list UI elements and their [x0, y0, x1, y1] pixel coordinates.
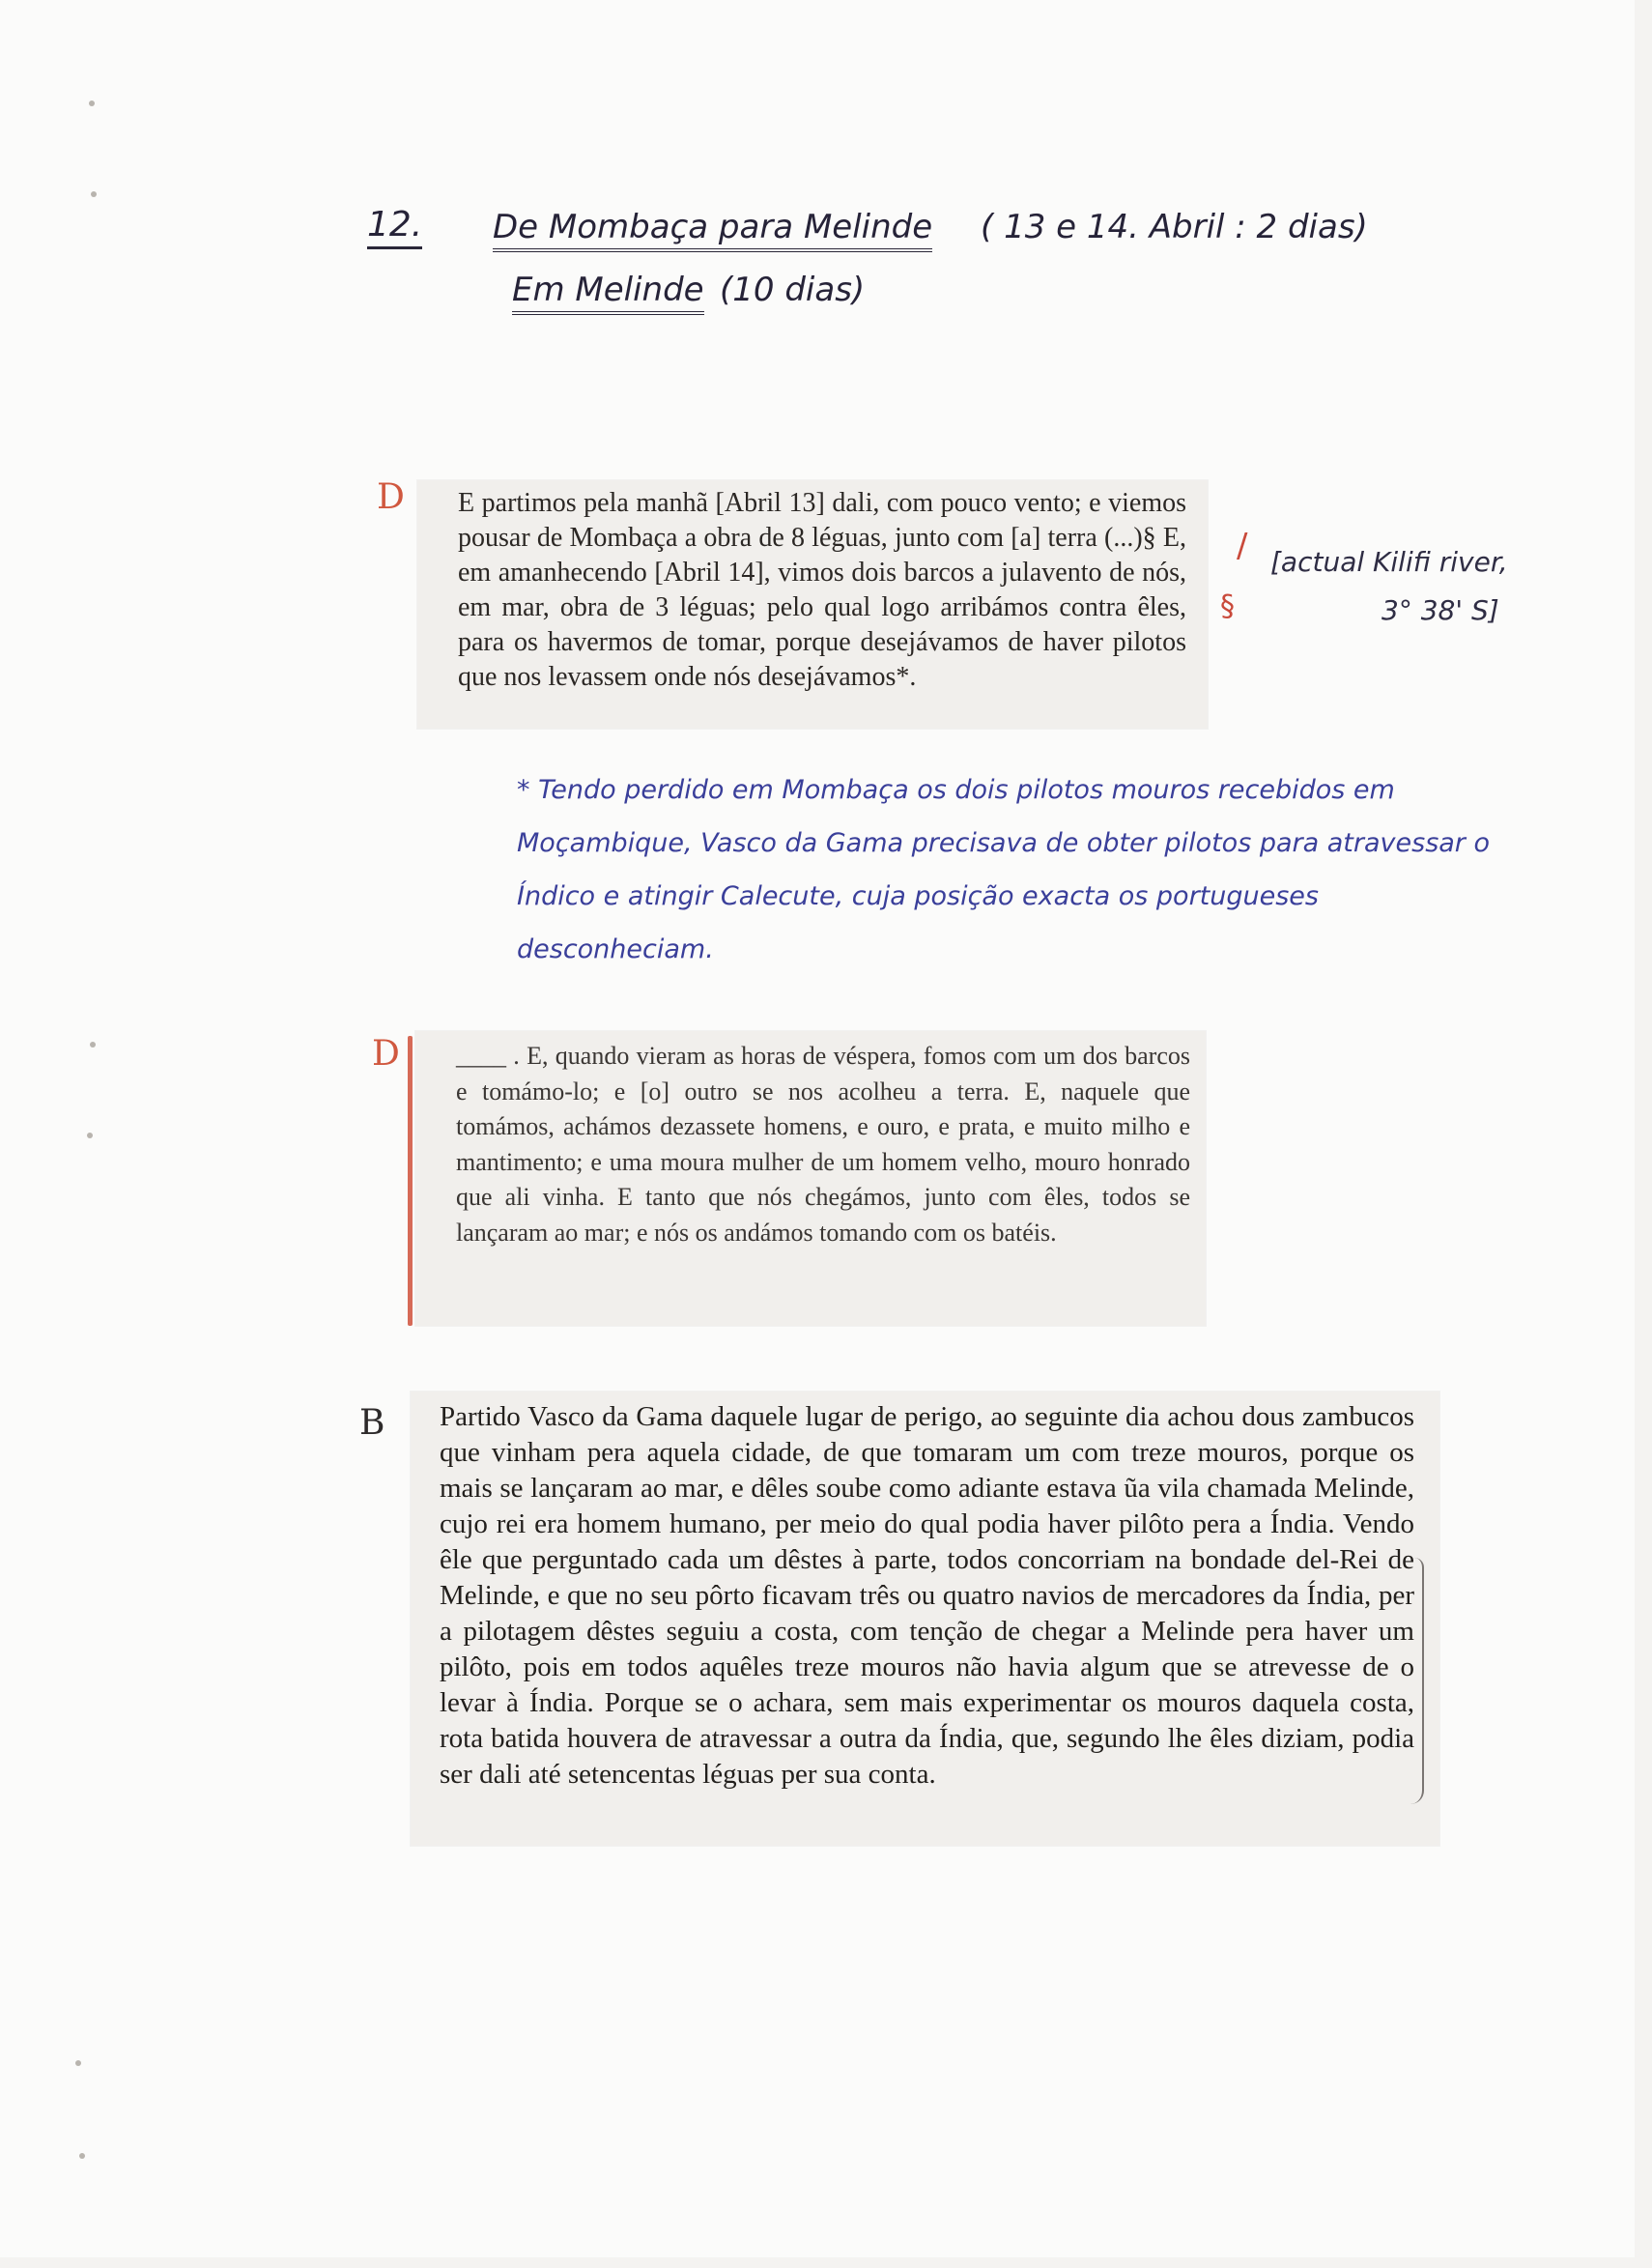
margin-speck: [91, 191, 97, 197]
red-slash-mark: /: [1237, 527, 1248, 565]
red-margin-bar: [408, 1036, 413, 1326]
section-title: De Mombaça para Melinde: [493, 208, 932, 252]
side-note-line-1: [actual Kilifi river,: [1270, 546, 1508, 578]
source-marker-d: D: [372, 1034, 400, 1074]
handwritten-footnote: * Tendo perdido em Mombaça os dois pilotos mouros recebidos em Moçambique, Vasco da Gama precisava de obter pilotos para atravessar o Índico e atingir Calecute, cuja posição exacta os portugueses desconheciam.: [517, 775, 1491, 964]
section-sign-mark: §: [1220, 589, 1235, 623]
clipping-excerpt-1: [417, 480, 1208, 729]
source-marker-b: B: [359, 1403, 385, 1443]
pencil-bracket: [1409, 1558, 1424, 1804]
excerpt-2-text: ____ . E, quando vieram as horas de véspera, fomos com um dos barcos e tomámo-lo; e [o] outro se nos acolheu a terra. E, naquele que tomámos, achámos dezassete homens, e ouro, e prata, e muito milho e mantimento; e uma moura mulher de um homem velho, mouro honrado que ali vinha. E tanto que nós chegámos, junto com êles, todos se lançaram ao mar; e nós os andámos tomando com os batéis.: [456, 1042, 1190, 1247]
section-subtitle-days: (10 dias): [720, 271, 866, 309]
margin-speck: [79, 2153, 85, 2159]
section-dates: ( 13 e 14. Abril : 2 dias): [981, 208, 1368, 246]
side-note-line-2: 3° 38' S]: [1381, 594, 1499, 626]
excerpt-3-text: Partido Vasco da Gama daquele lugar de perigo, ao seguinte dia achou dous zambucos que vinham pera aquela cidade, de que tomaram um com treze mouros, porque os mais se lançaram ao mar, e dêles soube como adiante estava ũa vila chamada Melinde, cujo rei era homem humano, per meio do qual podia haver pilôto pera a Índia. Vendo êle que perguntado cada um dêstes à parte, todos concorriam na bondade del-Rei de Melinde, e que no seu pôrto ficavam três ou quatro navios de mercadores da Índia, per a pilotagem dêstes seguiu a costa, com tenção de chegar a Melinde pera haver um pilôto, pois em todos aquêles treze mouros não havia algum que se atrevesse de o levar à Índia. Porque se o achara, sem mais experimentar os mouros daquela costa, rota batida houvera de atravessar a outra da Índia, que, segundo lhe êles diziam, podia ser dali até setencentas léguas per sua conta.: [440, 1401, 1414, 1790]
margin-speck: [75, 2060, 81, 2066]
margin-speck: [90, 1042, 96, 1048]
margin-speck: [89, 100, 95, 106]
section-number: 12.: [367, 205, 422, 249]
clipping-excerpt-2: [415, 1031, 1206, 1326]
source-marker-d: D: [377, 477, 405, 517]
clipping-excerpt-3: [411, 1392, 1439, 1846]
margin-speck: [87, 1133, 93, 1138]
section-subtitle: Em Melinde: [512, 271, 704, 315]
excerpt-1-text: E partimos pela manhã [Abril 13] dali, com pouco vento; e viemos pousar de Mombaça a obra de 8 léguas, junto com [a] terra (...)§ E, em amanhecendo [Abril 14], vimos dois barcos a julavento de nós, em mar, obra de 3 léguas; pelo qual logo arribámos contra êles, para os havermos de tomar, porque desejávamos de haver pilotos que nos levassem onde nós desejávamos*.: [458, 488, 1186, 692]
